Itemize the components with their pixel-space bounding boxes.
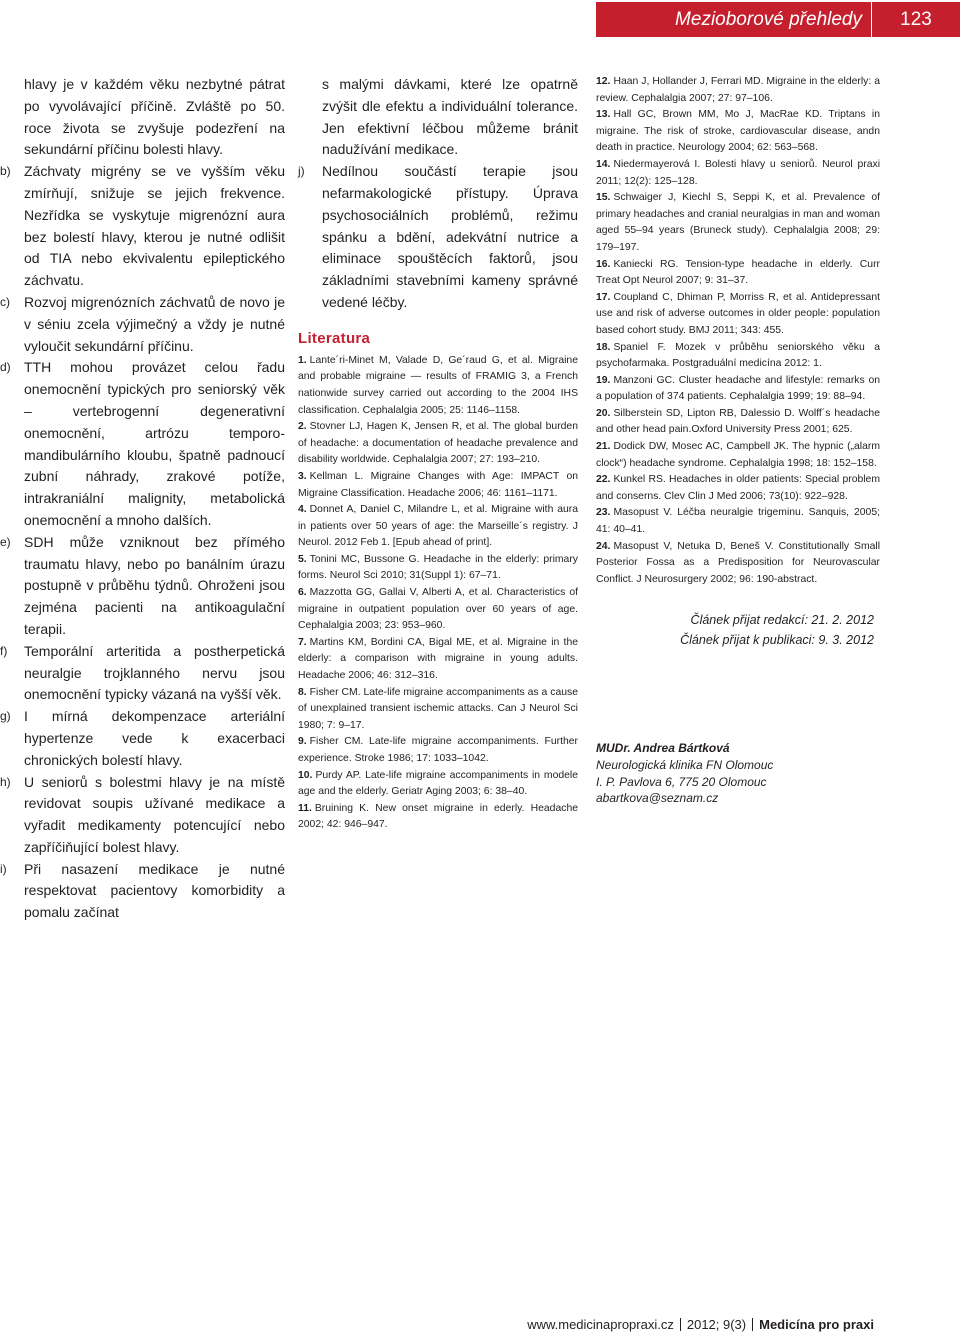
reference-number: 21. bbox=[596, 441, 611, 453]
author-email[interactable]: abartkova@seznam.cz bbox=[596, 791, 719, 806]
footer-journal: Medicína pro praxi bbox=[759, 1317, 874, 1332]
list-letter: j) bbox=[298, 164, 305, 179]
list-item bbox=[0, 161, 285, 292]
author-name: MUDr. Andrea Bártková bbox=[596, 741, 730, 755]
list-item bbox=[0, 641, 285, 706]
intro-paragraph: hlavy je v každém věku nezbytné pátrat po vyvolávající příčině. Zvláště po 50. roce života se zvyšuje podezření na sekundární příčinu bolesti hlavy. bbox=[24, 76, 285, 158]
reference-item bbox=[298, 353, 578, 419]
reference-number: 19. bbox=[596, 374, 611, 386]
list-letter: c) bbox=[0, 294, 10, 309]
reference-text: Masopust V, Netuka D, Beneš V. Constitutionally Small Posterior Fossa as a Predisposition for Neurovascular Conflict. J Neurosurgery 2002; 96: 190-abstract. bbox=[596, 540, 880, 585]
reference-text: Purdy AP. Late-life migraine accompaniments in modele age and the elderly. Geriatr Aging 2003; 6: 38–40. bbox=[298, 769, 578, 798]
list-text: Temporální arteritida a postherpetická neuralgie trojklanného nervu jsou onemocnění typicky vázaná na vyšší věk. bbox=[24, 642, 285, 703]
section-title: Mezioborové přehledy bbox=[675, 8, 862, 30]
reference-number: 8. bbox=[298, 686, 307, 698]
reference-item bbox=[298, 635, 578, 685]
reference-item bbox=[298, 469, 578, 502]
reference-number: 10. bbox=[298, 769, 313, 781]
reference-item bbox=[596, 439, 880, 472]
reference-text: Coupland C, Dhiman P, Morriss R, et al. Antidepressant use and risk of adverse outcomes in older people: population based cohort study. BMJ 2011; 343: 455. bbox=[596, 291, 880, 336]
reference-number: 24. bbox=[596, 540, 611, 552]
reference-number: 15. bbox=[596, 192, 611, 204]
list-item bbox=[0, 532, 285, 641]
list-letter: b) bbox=[0, 164, 11, 179]
reference-text: Martins KM, Bordini CA, Bigal ME, et al. Migraine in the elderly: a comparison with migraine in young adults. Headache 2006; 46: 312–316. bbox=[298, 636, 578, 682]
reference-item bbox=[298, 502, 578, 552]
reference-item bbox=[298, 685, 578, 735]
reference-item bbox=[596, 340, 880, 373]
reference-number: 14. bbox=[596, 158, 611, 170]
reference-item bbox=[596, 505, 880, 538]
list-text: U seniorů s bolestmi hlavy je na místě revidovat soupis užívané medikace a vyřadit medikamenty potencující nebo zapříčiňující bolest hlavy. bbox=[24, 773, 285, 855]
list-letter: f) bbox=[0, 643, 8, 658]
reference-text: Schwaiger J, Kiechl S, Seppi K, et al. Prevalence of primary headaches and cranial neuralgias in man and woman aged 55–94 years (Bruneck study). Cephalalgia 2008; 29: 179–197. bbox=[596, 192, 880, 253]
reference-text: Hall GC, Brown MM, Mo J, MacRae KD. Triptans in migraine. The risk of stroke, cardiovascular disease, andn death in practice. Neurology 2004; 62: 563–568. bbox=[596, 109, 880, 154]
list-item bbox=[0, 357, 285, 531]
reference-text: Haan J, Hollander J, Ferrari MD. Migraine in the elderly: a review. Cephalalgia 2007; 27: 97–106. bbox=[596, 76, 880, 104]
reference-text: Fisher CM. Late-life migraine accompaniments. Further experience. Stroke 1986; 17: 1033–1042. bbox=[298, 736, 578, 765]
reference-item bbox=[596, 373, 880, 406]
list-item bbox=[0, 859, 285, 924]
reference-item bbox=[298, 768, 578, 801]
section-header-bar bbox=[596, 2, 960, 37]
reference-text: Spaniel F. Mozek v průběhu seniorského věku a psychofarmaka. Postgraduální medicína 2012: 1. bbox=[596, 341, 880, 370]
reference-text: Fisher CM. Late-life migraine accompaniments as a cause of unexplained transient ischemic attacks. Can J Neurol Sci 1980; 7: 9–17. bbox=[298, 686, 578, 731]
literature-heading: Literatura bbox=[298, 329, 371, 347]
footer-website[interactable]: www.medicinapropraxi.cz bbox=[527, 1317, 674, 1332]
reference-number: 17. bbox=[596, 291, 611, 303]
continuation-paragraph: s malými dávkami, které lze opatrně zvýšit dle efektu a individuální tolerance. Jen efektivní léčbou můžeme bránit nadužívání medikace. bbox=[322, 76, 578, 158]
reference-text: Lante´ri-Minet M, Valade D, Ge´raud G, et al. Migraine and probable migraine — results of FRAMIG 3, a French nationwide survey carried out according to the 2004 IHS classification. Cephalalgia 2005; 25: 1146–1158. bbox=[298, 354, 578, 416]
reference-number: 18. bbox=[596, 341, 611, 353]
column-1 bbox=[0, 74, 285, 924]
list-letter: e) bbox=[0, 534, 11, 549]
reference-item bbox=[298, 419, 578, 469]
list-letter: i) bbox=[0, 861, 7, 876]
article-dates bbox=[596, 610, 880, 650]
reference-number: 11. bbox=[298, 802, 312, 814]
reference-text: Manzoni GC. Cluster headache and lifestyle: remarks on a population of 374 patients. Cephalalgia 1999; 19: 88–94. bbox=[596, 374, 880, 403]
reference-item bbox=[596, 107, 880, 157]
reference-number: 1. bbox=[298, 354, 307, 366]
reference-item bbox=[596, 539, 880, 589]
column-2 bbox=[298, 74, 578, 834]
list-letter: h) bbox=[0, 774, 11, 789]
list-text: TTH mohou provázet celou řadu onemocnění typických pro seniorský věk – vertebrogenní degenerativní onemocnění, artrózu temporo-mandibulárního kloubu, špatně padnoucí zubní náhrady, zrakové potíže, intrakraniální malignity, metabolická onemocnění a mnoho dalších. bbox=[24, 359, 285, 528]
footer-issue: 2012; 9(3) bbox=[686, 1317, 747, 1332]
reference-item bbox=[596, 190, 880, 256]
reference-list-continued bbox=[596, 74, 880, 588]
reference-number: 3. bbox=[298, 470, 307, 482]
page-footer bbox=[527, 1317, 874, 1332]
reference-number: 5. bbox=[298, 553, 307, 565]
reference-item bbox=[298, 801, 578, 834]
numbered-list bbox=[0, 161, 285, 924]
footer-separator bbox=[680, 1318, 681, 1331]
list-letter: g) bbox=[0, 709, 11, 724]
reference-number: 7. bbox=[298, 636, 307, 648]
reference-text: Kaniecki RG. Tension-type headache in elderly. Curr Treat Opt Neurol 2007; 9: 31–37. bbox=[596, 258, 880, 287]
list-text: Při nasazení medikace je nutné respektovat pacientovy komorbidity a pomalu začínat bbox=[24, 860, 285, 921]
reference-text: Dodick DW, Mosec AC, Campbell JK. The hypnic („alarm clock“) headache syndrome. Cephalalgia 1998; 18: 152–158. bbox=[596, 441, 880, 469]
reference-text: Stovner LJ, Hagen K, Jensen R, et al. The global burden of headache: a documentation of headache prevalence and disability worldwide. Cephalalgia 2007; 27: 193–210. bbox=[298, 421, 578, 466]
column-3 bbox=[596, 74, 880, 650]
reference-number: 2. bbox=[298, 421, 307, 433]
reference-text: Mazzotta GG, Gallai V, Alberti A, et al. Characteristics of migraine in outpatient population over 60 years of age. Cephalalgia 2003; 23: 953–960. bbox=[298, 587, 578, 632]
reference-text: Masopust V. Léčba neuralgie trigeminu. Sanquis, 2005; 41: 40–41. bbox=[596, 507, 880, 536]
list-text: Rozvoj migrenózních záchvatů de novo je v séniu zcela výjimečný a vždy je nutné vyloučit sekundární příčinu. bbox=[24, 293, 285, 354]
reference-text: Kellman L. Migraine Changes with Age: IMPACT on Migraine Classification. Headache 2006; 46: 1161–1171. bbox=[298, 470, 578, 499]
reference-number: 16. bbox=[596, 258, 611, 270]
reference-number: 23. bbox=[596, 507, 611, 519]
reference-text: Silberstein SD, Lipton RB, Dalessio D. Wolff´s headache and other head pain.Oxford University Press 2001; 625. bbox=[596, 407, 880, 436]
reference-item bbox=[596, 290, 880, 340]
page-number: 123 bbox=[871, 2, 960, 37]
reference-item bbox=[596, 157, 880, 190]
reference-text: Bruining K. New onset migraine in ederly. Headache 2002; 42: 946–947. bbox=[298, 802, 578, 831]
reference-number: 12. bbox=[596, 76, 611, 87]
list-item bbox=[0, 292, 285, 357]
list-item-j bbox=[298, 161, 578, 314]
reference-text: Niedermayerová I. Bolesti hlavy u seniorů. Neurol praxi 2011; 12(2): 125–128. bbox=[596, 158, 880, 187]
reference-item bbox=[596, 257, 880, 290]
list-item bbox=[0, 772, 285, 859]
reference-number: 6. bbox=[298, 587, 307, 599]
author-address: I. P. Pavlova 6, 775 20 Olomouc bbox=[596, 774, 767, 789]
list-text: I mírná dekompenzace arteriální hypertenze vede k exacerbaci chronických bolestí hlavy. bbox=[24, 708, 285, 768]
reference-item bbox=[298, 552, 578, 585]
reference-text: Tonini MC, Bussone G. Headache in the elderly: primary forms. Neurol Sci 2010; 31(Suppl 1): 67–71. bbox=[298, 553, 578, 582]
reference-item bbox=[596, 472, 880, 505]
reference-text: Kunkel RS. Headaches in older patients: Special problem and conserns. Clev Clin J Med 2006; 73(10): 922–928. bbox=[596, 474, 880, 502]
list-letter: d) bbox=[0, 360, 11, 375]
received-date: Článek přijat redakcí: 21. 2. 2012 bbox=[690, 613, 874, 628]
list-text: Nedílnou součástí terapie jsou nefarmakologické přístupy. Úprava psychosociálních problémů, režimu spánku a bdění, adekvátní nutrice a eliminace spouštěcích faktorů, jsou základními stavebními kameny správné vedené léčby. bbox=[322, 163, 578, 310]
reference-number: 13. bbox=[596, 109, 611, 121]
author-workplace: Neurologická klinika FN Olomouc bbox=[596, 757, 774, 772]
reference-number: 22. bbox=[596, 474, 611, 486]
list-text: Záchvaty migrény se ve vyšším věku zmírňují, snižuje se jejich frekvence. Nezřídka se vyskytuje migrenózní aura bez bolestí hlavy, kterou je nutné odlišit od TIA nebo ekvivalentu epileptického záchvatu. bbox=[24, 163, 285, 289]
reference-number: 4. bbox=[298, 504, 307, 516]
reference-item bbox=[596, 406, 880, 439]
reference-item bbox=[298, 585, 578, 635]
reference-text: Donnet A, Daniel C, Milandre L, et al. Migraine with aura in patients over 50 years of age: the Marseille´s registry. J Neurol. 2012 Feb 1. [Epub ahead of print]. bbox=[298, 504, 578, 549]
list-item bbox=[0, 706, 285, 771]
reference-list bbox=[298, 353, 578, 834]
reference-number: 20. bbox=[596, 407, 611, 419]
list-text: SDH může vzniknout bez přímého traumatu hlavy, nebo po banálním úrazu postupně v průběhu týdnů. Ohroženi jsou zejména pacienti na antikoagulační terapii. bbox=[24, 533, 285, 637]
accepted-date: Článek přijat k publikaci: 9. 3. 2012 bbox=[680, 633, 874, 648]
reference-number: 9. bbox=[298, 736, 307, 748]
footer-separator bbox=[752, 1318, 753, 1331]
author-block bbox=[596, 740, 876, 807]
reference-item bbox=[596, 74, 880, 107]
reference-item bbox=[298, 734, 578, 767]
